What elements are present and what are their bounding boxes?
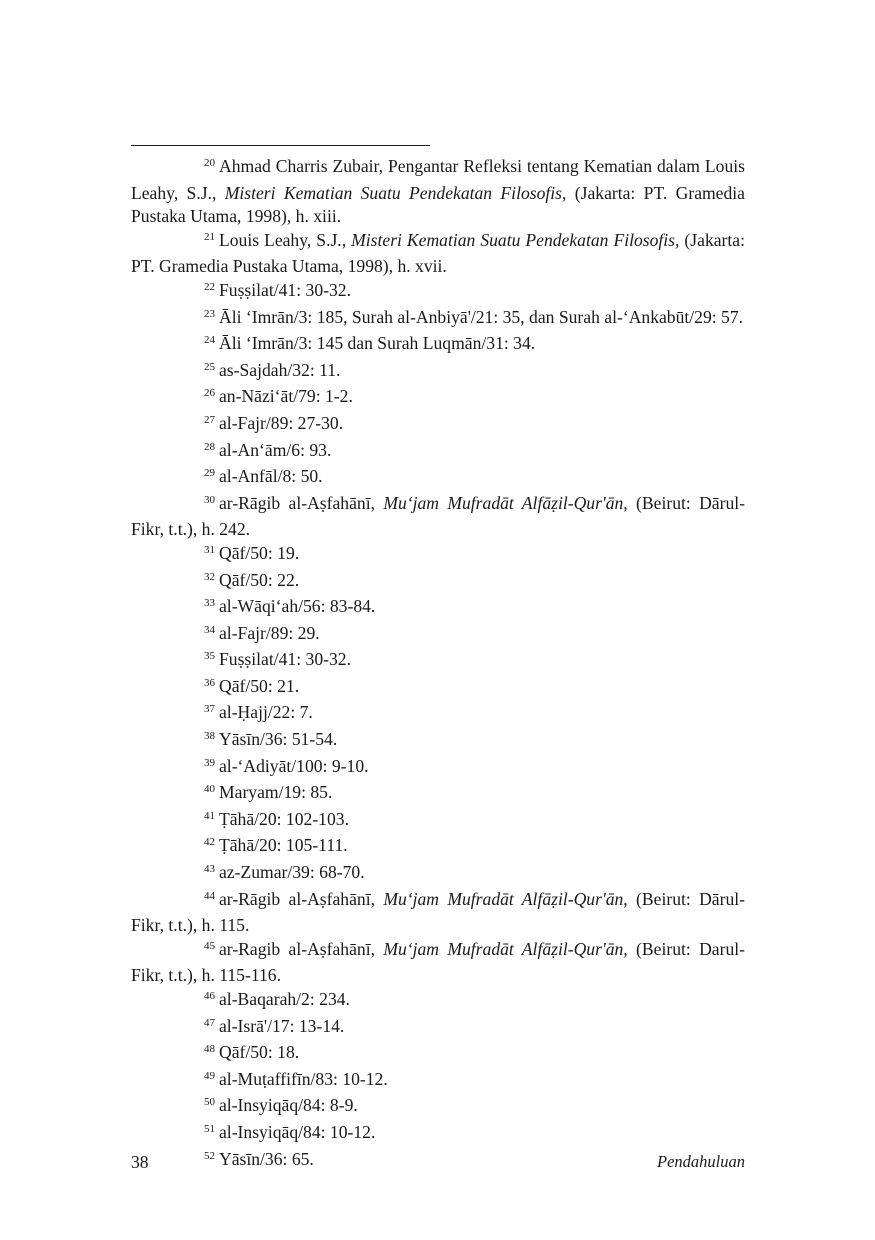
footnote-number: 51 [204,1122,215,1135]
footnote-number: 47 [204,1016,215,1029]
footnote-text: Qāf/50: 22. [219,569,300,590]
footnote-text: (Beirut: Darul-Fikr, t.t.), h. 115-116. [131,938,745,986]
footnote-title: Mu‘jam Mufradāt Alfāẓil-Qur'ān, [383,938,628,959]
footnote-24 [131,332,745,359]
footnote-33 [131,595,745,622]
footnote-number: 27 [204,413,215,426]
footnote-text: (Jakarta: PT. Gramedia Pustaka Utama, 1998), h. xvii. [131,229,745,277]
footnote-38 [131,728,745,755]
footnote-50 [131,1094,745,1121]
footnote-29 [131,465,745,492]
footnote-23 [131,306,745,333]
footnote-number: 38 [204,730,215,743]
footnote-number: 29 [204,467,215,480]
footnote-number: 34 [204,623,215,636]
footnote-text: Yāsīn/36: 51-54. [219,729,338,750]
footnote-36 [131,675,745,702]
footnote-34 [131,622,745,649]
footnote-number: 22 [204,280,215,293]
footnote-44 [131,888,745,938]
footnote-text: ar-Ragib al-Aṣfahānī, [219,938,384,959]
footnote-22 [131,279,745,306]
footnote-45 [131,938,745,988]
footnote-text: al-An‘ām/6: 93. [219,439,332,460]
footnote-text: al-‘Adiyāt/100: 9-10. [219,755,369,776]
footnote-number: 24 [204,334,215,347]
footnote-separator-rule [131,145,430,146]
footnote-text: ar-Rāgib al-Aṣfahānī, [219,492,384,513]
page-number: 38 [131,1152,149,1172]
footnote-number: 41 [204,809,215,822]
footnote-number: 42 [204,836,215,849]
footnote-number: 45 [204,939,215,952]
footnote-27 [131,412,745,439]
footnote-text: al-Ḥajj/22: 7. [219,702,313,723]
footnote-30 [131,492,745,542]
footnote-text: al-Wāqi‘ah/56: 83-84. [219,596,376,617]
footnote-text: al-Isrā'/17: 13-14. [219,1015,345,1036]
footnote-40 [131,781,745,808]
footnote-text: al-Insyiqāq/84: 8-9. [219,1095,358,1116]
footnote-number: 30 [204,493,215,506]
footnote-number: 31 [204,543,215,556]
footnote-number: 46 [204,990,215,1002]
footnote-text: Fuṣṣilat/41: 30-32. [219,649,351,670]
footnote-26 [131,385,745,412]
footnote-number: 35 [204,650,215,663]
footnote-number: 40 [204,783,215,796]
footnote-text: (Jakarta: PT. Gramedia Pustaka Utama, 1998), h. xiii. [131,182,745,227]
footnote-49 [131,1068,745,1095]
footnote-42 [131,834,745,861]
footnote-52 [131,1148,745,1175]
footnote-text: Qāf/50: 19. [219,542,300,563]
footnote-48 [131,1041,745,1068]
footnote-text: ar-Rāgib al-Aṣfahānī, [219,888,384,909]
footnote-text: Yāsīn/36: 65. [219,1148,314,1169]
footnote-text: Āli ‘Imrān/3: 185, Surah al-Anbiyā'/21: 35, dan Surah al-‘Ankabūt/29: 57. [219,306,744,327]
footnote-text: al-Anfāl/8: 50. [219,466,323,487]
footnote-text: Ṭāhā/20: 105-111. [219,835,348,856]
footnote-text: al-Muṭaffifīn/83: 10-12. [219,1068,388,1089]
footnote-37 [131,701,745,728]
footnotes-section [131,155,745,1174]
footnote-43 [131,861,745,888]
footnote-text: Āli ‘Imrān/3: 145 dan Surah Luqmān/31: 34. [219,333,536,354]
footnote-number: 52 [204,1149,215,1162]
footnote-text: Louis Leahy, S.J., [219,229,352,250]
footnote-number: 25 [204,360,215,373]
footnote-number: 37 [204,703,215,716]
footnote-20 [131,155,745,229]
footnote-title: Misteri Kematian Suatu Pendekatan Filosofis, [351,229,680,250]
footnote-text: an-Nāzi‘āt/79: 1-2. [219,386,353,407]
footnote-text: (Beirut: Dārul-Fikr, t.t.), h. 242. [131,492,745,540]
footnote-35 [131,648,745,675]
footnote-title: Mu‘jam Mufradāt Alfāẓil-Qur'ān, [383,888,628,909]
footnote-number: 36 [204,676,215,689]
footnote-text: Maryam/19: 85. [219,782,333,803]
footnote-number: 20 [204,157,215,169]
footnote-text: az-Zumar/39: 68-70. [219,862,365,883]
running-title: Pendahuluan [657,1152,745,1171]
footnote-32 [131,569,745,596]
footnote-number: 49 [204,1069,215,1082]
footnote-text: Qāf/50: 18. [219,1042,300,1063]
footnote-text: as-Sajdah/32: 11. [219,359,341,380]
footnote-number: 21 [204,230,215,243]
footnote-41 [131,808,745,835]
footnote-text: al-Insyiqāq/84: 10-12. [219,1121,376,1142]
footnote-text: al-Baqarah/2: 234. [219,989,350,1009]
footnote-25 [131,359,745,386]
footnote-51 [131,1121,745,1148]
footnote-text: al-Fajr/89: 29. [219,622,320,643]
footnote-number: 33 [204,597,215,610]
footnote-21 [131,229,745,279]
footnote-title: Misteri Kematian Suatu Pendekatan Filosofis, [224,182,567,203]
footnote-number: 39 [204,756,215,769]
footnote-number: 26 [204,387,215,400]
footnote-title: Mu‘jam Mufradāt Alfāẓil-Qur'ān, [383,492,628,513]
footnote-text: al-Fajr/89: 27-30. [219,412,344,433]
footnote-39 [131,755,745,782]
footnote-31 [131,542,745,569]
footnote-number: 32 [204,570,215,583]
footnote-number: 28 [204,440,215,453]
footnote-text: Ahmad Charris Zubair, Pengantar Refleksi tentang Kematian dalam Louis Leahy, S.J., [131,156,745,203]
footnote-47 [131,1015,745,1042]
footnote-28 [131,439,745,466]
footnote-text: Qāf/50: 21. [219,675,300,696]
footnote-text: Fuṣṣilat/41: 30-32. [219,279,351,300]
footnote-number: 44 [204,889,215,902]
footnote-number: 50 [204,1096,215,1109]
footnote-number: 43 [204,863,215,876]
footnote-number: 48 [204,1043,215,1056]
footnote-text: Ṭāhā/20: 102-103. [219,808,349,829]
footnote-number: 23 [204,307,215,320]
footnote-46 [131,988,745,1015]
footnote-text: (Beirut: Dārul-Fikr, t.t.), h. 115. [131,888,745,936]
